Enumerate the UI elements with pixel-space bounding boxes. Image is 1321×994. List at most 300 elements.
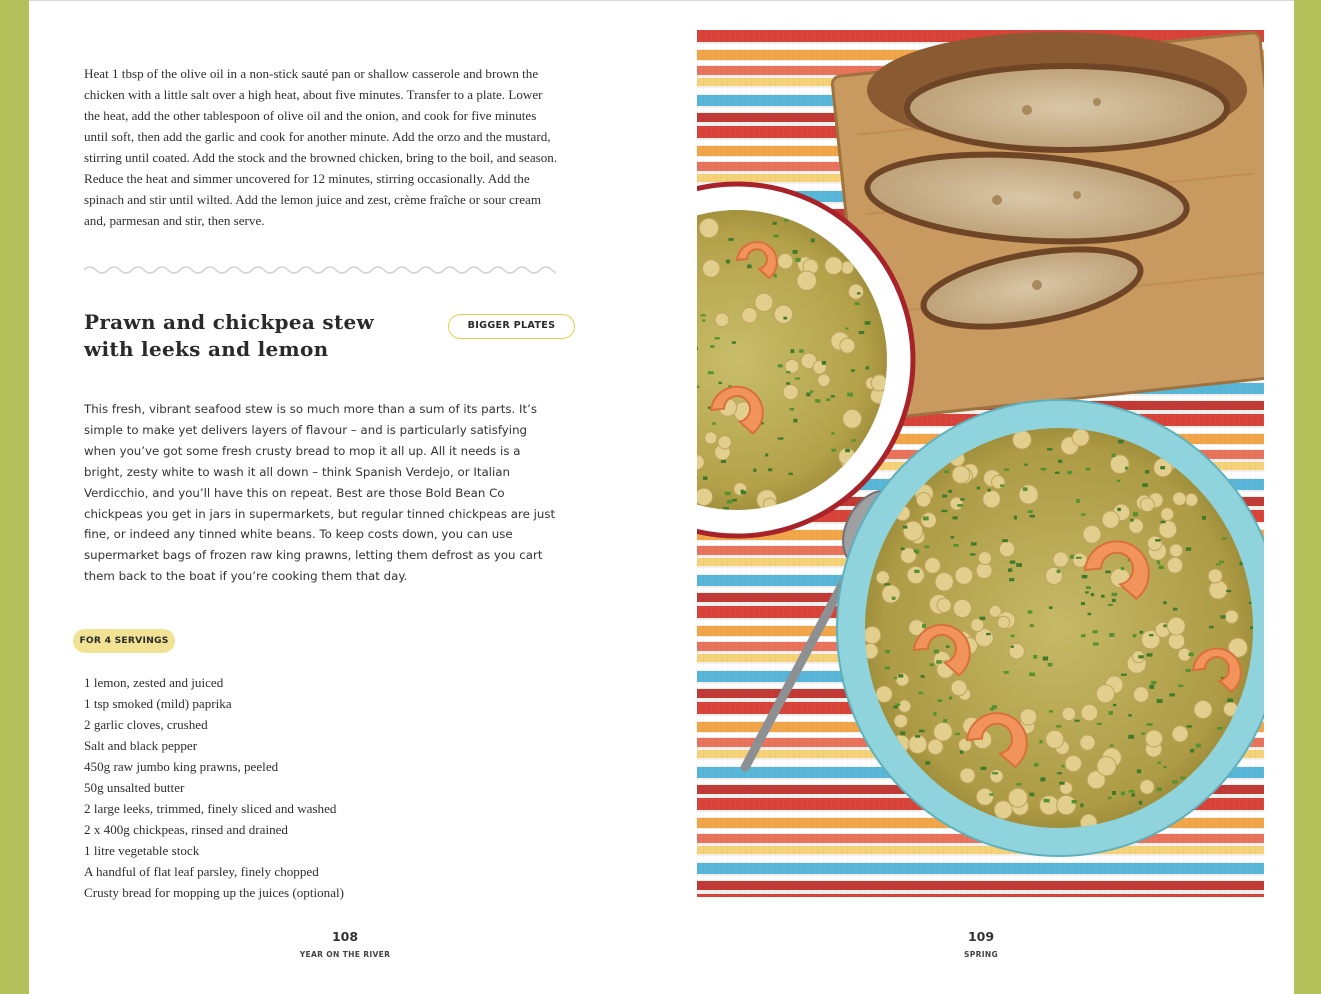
chickpea [1020, 709, 1037, 726]
parsley-fleck [831, 449, 836, 452]
parsley-fleck [774, 235, 779, 238]
parsley-fleck [915, 550, 919, 554]
chickpea [1083, 525, 1101, 543]
parsley-fleck [1044, 799, 1050, 803]
parsley-fleck [822, 361, 826, 365]
ingredient-item: 2 garlic cloves, crushed [84, 717, 208, 732]
parsley-fleck [1072, 800, 1077, 803]
running-title: SPRING [963, 950, 999, 959]
parsley-fleck [885, 650, 890, 653]
parsley-fleck [857, 292, 861, 294]
parsley-fleck [1149, 634, 1153, 636]
chickpea [876, 571, 889, 584]
parsley-fleck [1049, 606, 1053, 609]
parsley-fleck [1057, 570, 1061, 573]
chickpea [983, 490, 1001, 508]
parsley-fleck [1128, 714, 1131, 717]
parsley-fleck [1186, 725, 1192, 727]
parsley-fleck [1161, 521, 1166, 523]
parsley-fleck [1202, 516, 1206, 520]
parsley-fleck [1109, 633, 1114, 637]
ingredient-item: 1 litre vegetable stock [84, 843, 200, 858]
parsley-fleck [1093, 643, 1099, 646]
chickpea [1194, 701, 1212, 719]
parsley-fleck [1081, 634, 1086, 637]
chickpea [909, 735, 927, 753]
parsley-fleck [1172, 780, 1178, 783]
parsley-fleck [943, 719, 947, 722]
chickpea [955, 567, 973, 585]
parsley-fleck [826, 398, 830, 401]
parsley-fleck [741, 491, 746, 495]
parsley-fleck [768, 468, 772, 471]
parsley-fleck [1011, 646, 1014, 648]
parsley-fleck [1059, 782, 1064, 785]
recipe-intro: This fresh, vibrant seafood stew is so much more than a sum of its parts. It’s simple to make yet delivers layers of flavour – and is particularly satisfying when you’ve got some fresh crusty bread to mop it all up. All it needs is a bright, zesty white to wash it all down – think Spanish Verdejo, or Italian Verdicchio, and you’ll have this on repeat. Best are those Bold Bean Co chickpeas you get in jars in supermarkets, but regular tinned chickpeas are just fine, or indeed any tinned white beans. To keep costs down, you can use supermarket bags of frozen raw king prawns, letting them defrost as you cart them back to the boat if you’re cooking them that day. [84, 402, 556, 584]
parsley-fleck [925, 546, 930, 549]
parsley-fleck [1219, 561, 1224, 563]
chickpea [848, 284, 863, 299]
parsley-fleck [1112, 593, 1118, 596]
parsley-fleck [1222, 537, 1227, 539]
chickpea [1046, 730, 1064, 748]
parsley-fleck [1101, 595, 1104, 598]
chickpea [951, 680, 967, 696]
parsley-fleck [921, 675, 925, 678]
parsley-fleck [1085, 591, 1089, 593]
chickpea [999, 541, 1014, 556]
parsley-fleck [1250, 626, 1253, 629]
parsley-fleck [1227, 698, 1233, 702]
parsley-fleck [894, 677, 897, 679]
parsley-fleck [1159, 566, 1164, 570]
chickpea [1147, 536, 1161, 550]
chickpea [976, 788, 993, 805]
parsley-fleck [1216, 563, 1221, 565]
parsley-fleck [712, 422, 716, 424]
parsley-fleck [1004, 671, 1009, 674]
parsley-fleck [1155, 539, 1160, 542]
chickpea [1208, 569, 1222, 583]
right-page-edge [1294, 0, 1321, 994]
parsley-fleck [1039, 740, 1042, 743]
chickpea [797, 271, 817, 291]
parsley-fleck [1067, 471, 1072, 474]
parsley-fleck [986, 633, 991, 635]
parsley-fleck [703, 476, 708, 480]
parsley-fleck [1209, 626, 1214, 629]
parsley-fleck [721, 460, 726, 463]
parsley-fleck [1040, 777, 1045, 781]
parsley-fleck [893, 706, 898, 709]
parsley-fleck [1163, 601, 1166, 604]
chickpea [994, 801, 1012, 819]
parsley-fleck [811, 239, 815, 243]
parsley-fleck [793, 250, 798, 254]
parsley-fleck [1082, 575, 1088, 578]
ingredient-item: 2 x 400g chickpeas, rinsed and drained [84, 822, 288, 837]
parsley-fleck [933, 712, 936, 716]
ingredient-item: Salt and black pepper [84, 738, 198, 753]
parsley-fleck [715, 337, 720, 339]
parsley-fleck [1024, 464, 1027, 466]
parsley-fleck [1029, 673, 1035, 677]
wave-divider [84, 263, 556, 277]
ingredient-item: Crusty bread for mopping up the juices (optional) [84, 885, 345, 900]
chickpea [903, 521, 923, 541]
parsley-fleck [1043, 657, 1048, 661]
chickpea [1057, 795, 1076, 814]
parsley-fleck [1186, 547, 1191, 550]
parsley-fleck [938, 699, 943, 702]
parsley-fleck [951, 536, 955, 538]
chickpea [1102, 511, 1119, 528]
parsley-fleck [726, 260, 730, 264]
parsley-fleck [732, 341, 736, 343]
parsley-fleck [710, 345, 714, 348]
parsley-fleck [1034, 763, 1039, 767]
chickpea [978, 552, 991, 565]
parsley-fleck [747, 264, 751, 268]
parsley-fleck [855, 302, 860, 305]
parsley-fleck [1130, 519, 1133, 522]
parsley-fleck [806, 393, 810, 397]
parsley-fleck [866, 366, 870, 369]
parsley-fleck [942, 494, 947, 497]
parsley-fleck [1081, 602, 1085, 605]
parsley-fleck [791, 349, 795, 353]
parsley-fleck [914, 570, 919, 573]
chickpea [778, 254, 793, 269]
chickpea [699, 218, 718, 237]
parsley-fleck [957, 504, 963, 507]
parsley-fleck [977, 487, 980, 490]
chickpea [774, 305, 793, 324]
chickpea [818, 374, 830, 386]
parsley-fleck [1108, 797, 1112, 800]
parsley-fleck [922, 624, 926, 628]
chickpea [894, 714, 907, 727]
chickpea [840, 338, 855, 353]
parsley-fleck [930, 663, 934, 666]
parsley-fleck [955, 733, 960, 735]
parsley-fleck [992, 705, 997, 709]
parsley-fleck [1047, 448, 1053, 450]
chickpea [898, 700, 910, 712]
chickpea [1140, 780, 1154, 794]
parsley-fleck [1086, 468, 1090, 471]
parsley-fleck [923, 516, 929, 520]
parsley-fleck [1105, 571, 1110, 574]
stew-photo-illustration [697, 30, 1264, 897]
servings-badge: FOR 4 SERVINGS [73, 629, 175, 653]
parsley-fleck [1016, 783, 1021, 785]
parsley-fleck [1147, 653, 1153, 656]
parsley-fleck [1061, 765, 1064, 767]
parsley-fleck [1142, 483, 1148, 487]
chickpea [825, 257, 843, 275]
chickpea [1173, 492, 1186, 505]
parsley-fleck [1014, 516, 1017, 520]
parsley-fleck [1139, 631, 1143, 634]
chickpea [783, 385, 798, 400]
chickpea [935, 573, 953, 591]
recipe-title: Prawn and chickpea stew with leeks and lemon [84, 310, 375, 361]
chickpea [1008, 788, 1027, 807]
parsley-fleck [795, 377, 800, 379]
parsley-fleck [960, 498, 964, 500]
chickpea [1080, 735, 1095, 750]
parsley-fleck [925, 761, 930, 765]
parsley-fleck [898, 674, 903, 677]
chickpea [715, 313, 729, 327]
chickpea [990, 770, 1003, 783]
parsley-fleck [1023, 487, 1028, 491]
parsley-fleck [1118, 440, 1124, 444]
ingredient-item: 1 lemon, zested and juiced [84, 675, 224, 690]
parsley-fleck [1131, 793, 1135, 796]
parsley-fleck [815, 399, 820, 402]
parsley-fleck [789, 473, 793, 475]
parsley-fleck [944, 470, 948, 473]
parsley-fleck [1141, 732, 1145, 734]
parsley-fleck [1009, 578, 1014, 581]
ingredient-item: 2 large leeks, trimmed, finely sliced and washed [84, 801, 337, 816]
parsley-fleck [786, 382, 790, 384]
chickpea [697, 488, 713, 505]
parsley-fleck [1028, 610, 1033, 613]
chickpea [928, 739, 943, 754]
parsley-fleck [697, 386, 700, 389]
parsley-fleck [1070, 555, 1074, 559]
parsley-fleck [948, 490, 952, 493]
parsley-fleck [1178, 685, 1184, 688]
parsley-fleck [895, 703, 900, 706]
parsley-fleck [989, 793, 993, 795]
chickpea [843, 409, 862, 428]
parsley-fleck [992, 772, 998, 774]
parsley-fleck [831, 395, 835, 397]
chickpea [1161, 508, 1174, 521]
parsley-fleck [900, 731, 905, 735]
parsley-fleck [1137, 769, 1141, 773]
parsley-fleck [885, 666, 890, 669]
chickpea [1053, 552, 1068, 567]
parsley-fleck [728, 238, 733, 241]
chickpea [901, 548, 917, 564]
parsley-fleck [1075, 720, 1080, 722]
parsley-fleck [1157, 699, 1163, 703]
parsley-fleck [1113, 704, 1116, 706]
chickpea [876, 686, 892, 702]
parsley-fleck [1196, 744, 1201, 748]
chickpea [1140, 498, 1154, 512]
chickpea [1013, 430, 1032, 449]
parsley-fleck [949, 696, 952, 699]
parsley-fleck [799, 349, 804, 352]
parsley-fleck [1173, 608, 1177, 611]
parsley-fleck [971, 542, 977, 545]
parsley-fleck [936, 660, 942, 663]
parsley-fleck [1056, 725, 1061, 727]
parsley-fleck [1080, 803, 1083, 807]
ingredients-list [84, 672, 344, 903]
chickpea [742, 308, 758, 324]
parsley-fleck [725, 492, 731, 495]
ingredient-item: 450g raw jumbo king prawns, peeled [84, 759, 279, 774]
chickpea [1167, 617, 1185, 635]
parsley-fleck [793, 419, 797, 423]
parsley-fleck [953, 544, 958, 547]
chickpea [1185, 494, 1198, 507]
chickpea [1145, 730, 1162, 747]
parsley-fleck [1000, 484, 1004, 486]
category-badge: BIGGER PLATES [448, 314, 575, 339]
parsley-fleck [851, 369, 855, 371]
parsley-fleck [934, 650, 939, 654]
parsley-fleck [1226, 590, 1231, 592]
parsley-fleck [901, 547, 905, 550]
chickpea [937, 598, 951, 612]
parsley-fleck [1128, 735, 1134, 739]
parsley-fleck [980, 617, 986, 620]
parsley-fleck [1097, 723, 1102, 725]
parsley-fleck [845, 328, 848, 330]
parsley-fleck [1002, 539, 1008, 542]
parsley-fleck [1186, 669, 1191, 672]
parsley-fleck [1139, 801, 1142, 805]
parsley-fleck [727, 500, 733, 504]
method-paragraph: Heat 1 tbsp of the olive oil in a non-stick sauté pan or shallow casserole and brown the chicken with a little salt over a high heat, about five minutes. Transfer to a plate. Lower the heat, add the other tablespoon of olive oil and the onion, and cook for five minutes until soft, then add the garlic and cook for another minute. Add the orzo and the mustard, stirring until coated. Add the stock and the browned chicken, bring to the boil, and season. Reduce the heat and simmer uncovered for 12 minutes, stirring occasionally. Add the spinach and stir until wilted. Add the lemon juice and zest, crème fraîche or sour cream and, parmesan and stir, then serve. [84, 66, 558, 228]
parsley-fleck [1049, 710, 1053, 712]
parsley-fleck [783, 317, 787, 320]
parsley-fleck [1093, 630, 1098, 633]
parsley-fleck [786, 371, 790, 373]
chickpea [1225, 610, 1238, 623]
parsley-fleck [1030, 624, 1034, 627]
ingredient-item: A handful of flat leaf parsley, finely chopped [84, 864, 319, 879]
parsley-fleck [970, 553, 976, 555]
left-page-edge [0, 0, 29, 994]
parsley-fleck [784, 219, 788, 221]
parsley-fleck [946, 645, 949, 647]
parsley-fleck [981, 767, 987, 770]
chickpea [718, 436, 731, 449]
chickpea [1133, 687, 1148, 702]
parsley-fleck [1160, 466, 1165, 469]
parsley-fleck [702, 319, 705, 321]
parsley-fleck [1010, 560, 1015, 563]
parsley-fleck [1138, 655, 1143, 658]
parsley-fleck [1121, 567, 1124, 570]
parsley-fleck [1008, 568, 1012, 572]
parsley-fleck [1112, 791, 1116, 795]
parsley-fleck [1128, 790, 1134, 793]
chickpea [1096, 685, 1114, 703]
parsley-fleck [701, 314, 706, 316]
parsley-fleck [1030, 515, 1036, 518]
ingredient-item: 50g unsalted butter [84, 780, 185, 795]
stew-photo [697, 30, 1264, 897]
parsley-fleck [865, 321, 871, 325]
parsley-fleck [1145, 470, 1149, 473]
parsley-fleck [953, 516, 958, 519]
parsley-fleck [753, 469, 756, 472]
parsley-fleck [831, 432, 834, 434]
chickpea [1062, 707, 1076, 721]
parsley-fleck [1112, 454, 1116, 457]
chickpea [705, 432, 717, 444]
parsley-fleck [845, 449, 850, 452]
parsley-fleck [778, 437, 784, 439]
parsley-fleck [1110, 745, 1114, 747]
top-border [29, 0, 1294, 1]
parsley-fleck [892, 597, 896, 600]
ingredient-item: 1 tsp smoked (mild) paprika [84, 696, 232, 711]
parsley-fleck [708, 371, 714, 374]
parsley-fleck [1169, 693, 1174, 696]
parsley-fleck [915, 735, 920, 738]
parsley-fleck [1125, 467, 1128, 470]
parsley-fleck [1117, 480, 1120, 482]
chickpea [1019, 485, 1038, 504]
parsley-fleck [1076, 499, 1080, 503]
parsley-fleck [1088, 613, 1092, 615]
chickpea [925, 558, 941, 574]
parsley-fleck [1147, 723, 1153, 725]
parsley-fleck [719, 382, 722, 384]
parsley-fleck [796, 258, 801, 262]
parsley-fleck [960, 750, 964, 753]
parsley-fleck [810, 390, 813, 393]
parsley-fleck [765, 454, 768, 457]
parsley-fleck [1086, 586, 1091, 589]
parsley-fleck [847, 393, 853, 397]
parsley-fleck [884, 583, 890, 585]
parsley-fleck [851, 439, 855, 441]
parsley-fleck [1029, 793, 1034, 797]
chickpea [1097, 757, 1116, 776]
parsley-fleck [790, 408, 794, 411]
parsley-fleck [1081, 513, 1085, 515]
parsley-fleck [1055, 472, 1060, 474]
parsley-fleck [1057, 772, 1062, 774]
parsley-fleck [1109, 711, 1113, 715]
right-folio [901, 928, 1061, 962]
parsley-fleck [1157, 560, 1160, 564]
page-number: 109 [967, 929, 995, 944]
parsley-fleck [1157, 762, 1160, 764]
parsley-fleck [1188, 652, 1193, 656]
parsley-fleck [1133, 634, 1137, 637]
chickpea [916, 492, 930, 506]
chickpea [1065, 755, 1081, 771]
parsley-fleck [1180, 777, 1185, 780]
chickpea [997, 616, 1009, 628]
parsley-fleck [1076, 557, 1082, 559]
parsley-fleck [1041, 468, 1047, 471]
parsley-fleck [1033, 655, 1037, 659]
parsley-fleck [919, 692, 924, 695]
page-number: 108 [331, 929, 359, 944]
chickpea [1167, 557, 1183, 573]
parsley-fleck [1016, 563, 1022, 567]
parsley-fleck [1121, 674, 1127, 676]
left-folio [265, 928, 425, 962]
parsley-fleck [1011, 635, 1015, 638]
parsley-fleck [1163, 624, 1166, 627]
parsley-fleck [919, 730, 925, 733]
